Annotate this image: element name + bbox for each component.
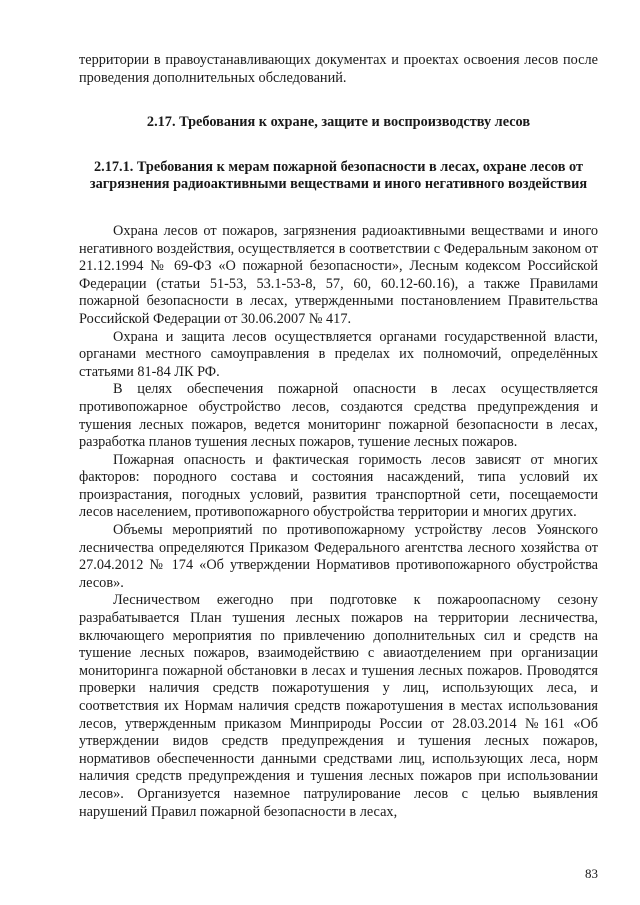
- body-paragraph: Пожарная опасность и фактическая горимость лесов зависят от многих факторов: породного состава и состояния насаждений, типа условий их произрастания, погодных условий, развития транспортной сети, посещаемости лесов населением, противопожарного обустройства территории и многих других.: [79, 451, 598, 521]
- body-paragraph: Охрана и защита лесов осуществляется органами государственной власти, органами местного самоуправления в пределах их полномочий, определённых статьями 81-84 ЛК РФ.: [79, 328, 598, 380]
- intro-paragraph: территории в правоустанавливающих документах и проектах освоения лесов после проведения дополнительных обследований.: [79, 52, 598, 86]
- page-number: 83: [585, 866, 598, 881]
- body-paragraph: Охрана лесов от пожаров, загрязнения радиоактивными веществами и иного негативного воздействия, осуществляется в соответствии с Федеральным законом от 21.12.1994 № 69-ФЗ «О пожарной безопасности», Лесным кодексом Российской Федерации (статьи 51-53, 53.1-53-8, 57, 60, 60.12-60.16), а также Правилами пожарной безопасности в лесах, утвержденными постановлением Правительства Российской Федерации от 30.06.2007 № 417.: [79, 222, 598, 327]
- body-paragraph: Лесничеством ежегодно при подготовке к пожароопасному сезону разрабатывается План тушения лесных пожаров на территории лесничества, включающего мероприятия по привлечению дополнительных сил и средств на тушение лесных пожаров, взаимодействию с авиаотделением при организации мониторинга пожарной обстановки в лесах и тушения лесных пожаров. Проводятся проверки наличия средств пожаротушения у лиц, использующих леса, и соответствия их Нормам наличия средств пожаротушения в местах использования лесов, утвержденным приказом Минприроды России от 28.03.2014 №161 «Об утверждении видов средств предупреждения и тушения лесных пожаров, нормативов обеспеченности данными средствами лиц, использующих леса, норм наличия средств предупреждения и тушения лесных пожаров при использовании лесов». Организуется наземное патрулирование лесов с целью выявления нарушений Правил пожарной безопасности в лесах,: [79, 592, 598, 820]
- section-title: 2.17. Требования к охране, защите и воспроизводству лесов: [146, 114, 531, 131]
- body-paragraph: В целях обеспечения пожарной опасности в лесах осуществляется противопожарное обустройство лесов, создаются средства предупреждения и тушения лесных пожаров, ведется мониторинг пожарной безопасности в лесах, разработка планов тушения лесных пожаров, тушение лесных пожаров.: [79, 381, 598, 451]
- subsection-title: 2.17.1. Требования к мерам пожарной безопасности в лесах, охране лесов от загрязнения радиоактивными веществами и иного негативного воздействия: [89, 158, 588, 193]
- body-paragraph: Объемы мероприятий по противопожарному устройству лесов Уоянского лесничества определяются Приказом Федерального агентства лесного хозяйства от 27.04.2012 № 174 «Об утверждении Нормативов противопожарного обустройства лесов».: [79, 522, 598, 591]
